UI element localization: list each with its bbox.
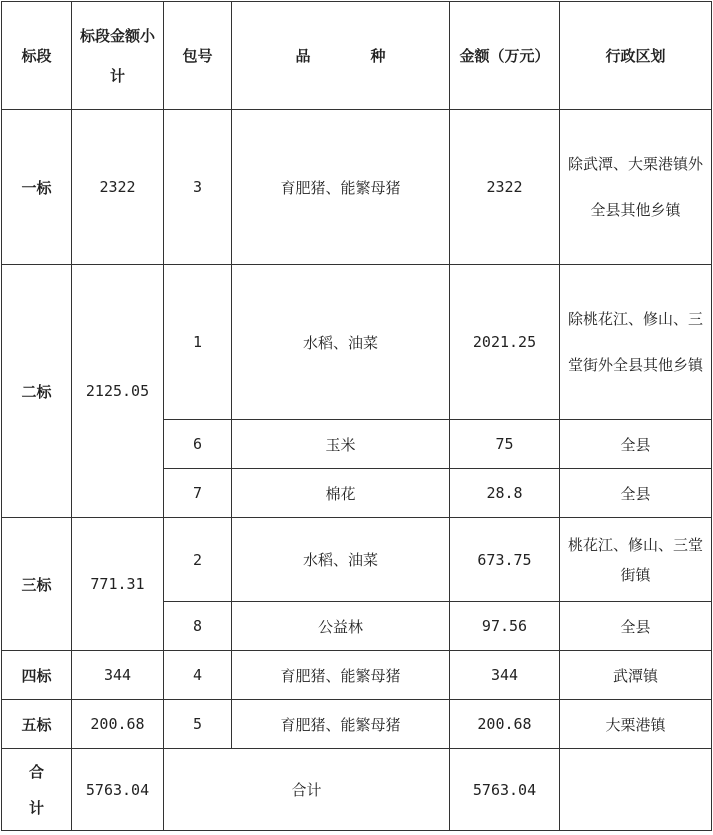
variety-cell: 育肥猪、能繁母猪 xyxy=(232,110,450,265)
amount-cell: 28.8 xyxy=(450,469,560,518)
variety-cell: 水稻、油菜 xyxy=(232,265,450,420)
variety-cell: 棉花 xyxy=(232,469,450,518)
amount-cell: 75 xyxy=(450,420,560,469)
total-region-cell xyxy=(560,749,712,831)
segment-cell: 四标 xyxy=(2,651,72,700)
region-cell: 除桃花江、修山、三堂街外全县其他乡镇 xyxy=(560,265,712,420)
bid-section-table xyxy=(1,1,712,831)
subtotal-cell: 200.68 xyxy=(72,700,164,749)
region-cell: 除武潭、大栗港镇外全县其他乡镇 xyxy=(560,110,712,265)
package-cell: 6 xyxy=(164,420,232,469)
header-amount: 金额（万元） xyxy=(450,2,560,110)
region-cell: 大栗港镇 xyxy=(560,700,712,749)
region-cell: 全县 xyxy=(560,602,712,651)
region-cell: 桃花江、修山、三堂街镇 xyxy=(560,518,712,602)
segment-cell: 三标 xyxy=(2,518,72,651)
package-cell: 2 xyxy=(164,518,232,602)
segment-cell: 一标 xyxy=(2,110,72,265)
region-cell: 全县 xyxy=(560,420,712,469)
table-row xyxy=(2,518,712,602)
amount-cell: 344 xyxy=(450,651,560,700)
total-segment-label: 合计 xyxy=(28,762,44,817)
header-segment: 标段 xyxy=(2,2,72,110)
total-row xyxy=(2,749,712,831)
package-cell: 1 xyxy=(164,265,232,420)
amount-cell: 97.56 xyxy=(450,602,560,651)
subtotal-cell: 344 xyxy=(72,651,164,700)
total-segment-cell xyxy=(2,749,72,831)
package-cell: 7 xyxy=(164,469,232,518)
package-cell: 3 xyxy=(164,110,232,265)
header-variety: 品 种 xyxy=(232,2,450,110)
region-cell: 武潭镇 xyxy=(560,651,712,700)
total-amount-cell: 5763.04 xyxy=(450,749,560,831)
header-row xyxy=(2,2,712,110)
variety-cell: 育肥猪、能繁母猪 xyxy=(232,651,450,700)
amount-cell: 2322 xyxy=(450,110,560,265)
amount-cell: 673.75 xyxy=(450,518,560,602)
subtotal-cell: 771.31 xyxy=(72,518,164,651)
table-row xyxy=(2,651,712,700)
amount-cell: 200.68 xyxy=(450,700,560,749)
table-row xyxy=(2,265,712,420)
variety-cell: 玉米 xyxy=(232,420,450,469)
segment-cell: 五标 xyxy=(2,700,72,749)
table-row xyxy=(2,700,712,749)
header-package: 包号 xyxy=(164,2,232,110)
total-label-cell: 合计 xyxy=(164,749,450,831)
total-subtotal-cell: 5763.04 xyxy=(72,749,164,831)
subtotal-cell: 2322 xyxy=(72,110,164,265)
segment-cell: 二标 xyxy=(2,265,72,518)
variety-cell: 公益林 xyxy=(232,602,450,651)
table-row xyxy=(2,110,712,265)
region-cell: 全县 xyxy=(560,469,712,518)
variety-cell: 水稻、油菜 xyxy=(232,518,450,602)
package-cell: 8 xyxy=(164,602,232,651)
package-cell: 5 xyxy=(164,700,232,749)
header-subtotal: 标段金额小计 xyxy=(72,2,164,110)
package-cell: 4 xyxy=(164,651,232,700)
header-region: 行政区划 xyxy=(560,2,712,110)
variety-cell: 育肥猪、能繁母猪 xyxy=(232,700,450,749)
amount-cell: 2021.25 xyxy=(450,265,560,420)
subtotal-cell: 2125.05 xyxy=(72,265,164,518)
